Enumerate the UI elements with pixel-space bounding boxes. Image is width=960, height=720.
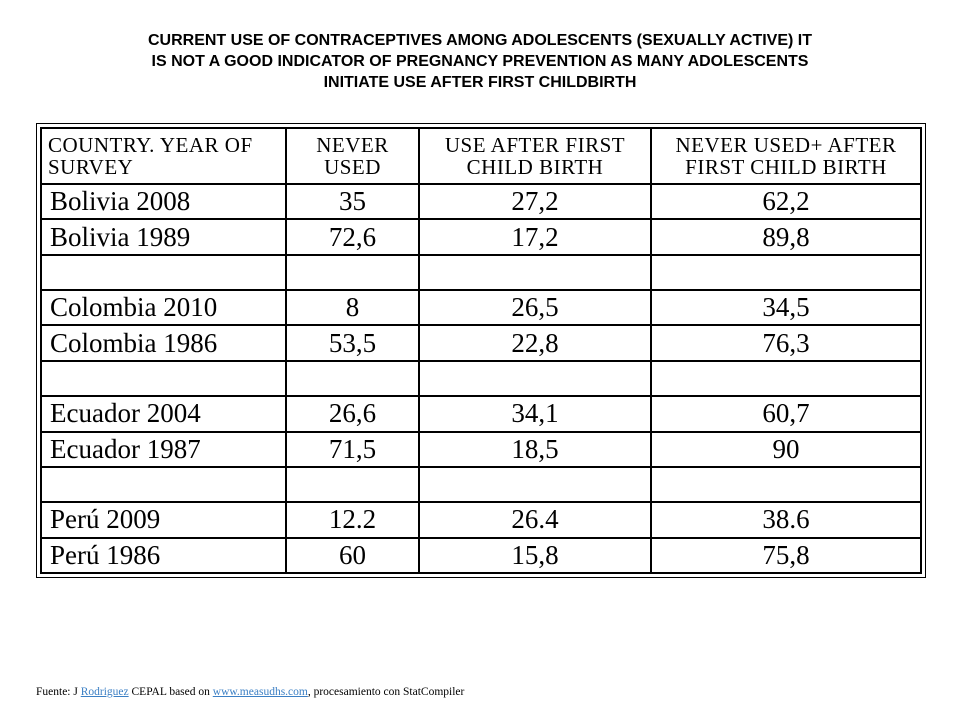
cell-country: Ecuador 2004 xyxy=(41,396,286,431)
cell-total: 34,5 xyxy=(651,290,921,325)
cell-never-used xyxy=(286,467,419,502)
cell-use-after xyxy=(419,255,651,290)
cell-use-after: 17,2 xyxy=(419,219,651,254)
title-line-1: CURRENT USE OF CONTRACEPTIVES AMONG ADOLESCENTS (SEXUALLY ACTIVE) IT xyxy=(147,32,813,49)
cell-country: Perú 1986 xyxy=(41,538,286,573)
table-row xyxy=(41,290,921,325)
source-suffix: , procesamiento con StatCompiler xyxy=(307,686,465,698)
header-country-year: COUNTRY. YEAR OF SURVEY xyxy=(41,128,286,184)
cell-total: 60,7 xyxy=(651,396,921,431)
cell-use-after: 18,5 xyxy=(419,432,651,467)
source-middle: CEPAL based on xyxy=(128,686,213,698)
source-prefix: Fuente: J xyxy=(36,686,81,698)
cell-country: Ecuador 1987 xyxy=(41,432,286,467)
measuredhs-link[interactable]: www.measudhs.com xyxy=(212,686,308,698)
cell-never-used: 26,6 xyxy=(286,396,419,431)
table-row xyxy=(41,538,921,573)
cell-never-used: 72,6 xyxy=(286,219,419,254)
table-row-empty xyxy=(41,467,921,502)
cell-use-after: 26.4 xyxy=(419,502,651,537)
cell-total xyxy=(651,467,921,502)
table-row xyxy=(41,432,921,467)
author-link[interactable]: Rodriguez xyxy=(80,686,129,698)
header-use-after-first-child-birth: USE AFTER FIRST CHILD BIRTH xyxy=(419,128,651,184)
cell-use-after xyxy=(419,361,651,396)
cell-country: Colombia 2010 xyxy=(41,290,286,325)
cell-use-after: 34,1 xyxy=(419,396,651,431)
cell-never-used xyxy=(286,255,419,290)
cell-use-after xyxy=(419,467,651,502)
cell-country: Perú 2009 xyxy=(41,502,286,537)
cell-country xyxy=(41,467,286,502)
title-line-3: INITIATE USE AFTER FIRST CHILDBIRTH xyxy=(323,74,637,91)
table-row xyxy=(41,502,921,537)
cell-never-used xyxy=(286,361,419,396)
cell-use-after: 22,8 xyxy=(419,325,651,360)
cell-never-used: 35 xyxy=(286,184,419,219)
table-row xyxy=(41,184,921,219)
header-never-used-plus-after: NEVER USED+ AFTER FIRST CHILD BIRTH xyxy=(651,128,921,184)
table-row xyxy=(41,219,921,254)
cell-country: Bolivia 1989 xyxy=(41,219,286,254)
cell-total xyxy=(651,361,921,396)
cell-never-used: 8 xyxy=(286,290,419,325)
table-row-empty xyxy=(41,361,921,396)
cell-country xyxy=(41,255,286,290)
cell-never-used: 71,5 xyxy=(286,432,419,467)
title-line-2: IS NOT A GOOD INDICATOR OF PREGNANCY PREVENTION AS MANY ADOLESCENTS xyxy=(151,53,809,70)
cell-total: 38.6 xyxy=(651,502,921,537)
cell-total: 90 xyxy=(651,432,921,467)
cell-country xyxy=(41,361,286,396)
cell-total: 75,8 xyxy=(651,538,921,573)
cell-country: Colombia 1986 xyxy=(41,325,286,360)
table-row xyxy=(41,325,921,360)
cell-never-used: 12.2 xyxy=(286,502,419,537)
header-never-used: NEVER USED xyxy=(286,128,419,184)
contraceptive-use-table xyxy=(40,127,922,574)
slide-title xyxy=(20,30,940,93)
cell-use-after: 27,2 xyxy=(419,184,651,219)
table-row xyxy=(41,396,921,431)
source-note xyxy=(36,686,464,698)
header-row xyxy=(41,128,921,184)
cell-use-after: 15,8 xyxy=(419,538,651,573)
cell-never-used: 53,5 xyxy=(286,325,419,360)
table-frame xyxy=(36,123,926,578)
cell-country: Bolivia 2008 xyxy=(41,184,286,219)
cell-use-after: 26,5 xyxy=(419,290,651,325)
cell-total: 89,8 xyxy=(651,219,921,254)
table-row-empty xyxy=(41,255,921,290)
cell-total: 62,2 xyxy=(651,184,921,219)
cell-never-used: 60 xyxy=(286,538,419,573)
cell-total xyxy=(651,255,921,290)
cell-total: 76,3 xyxy=(651,325,921,360)
